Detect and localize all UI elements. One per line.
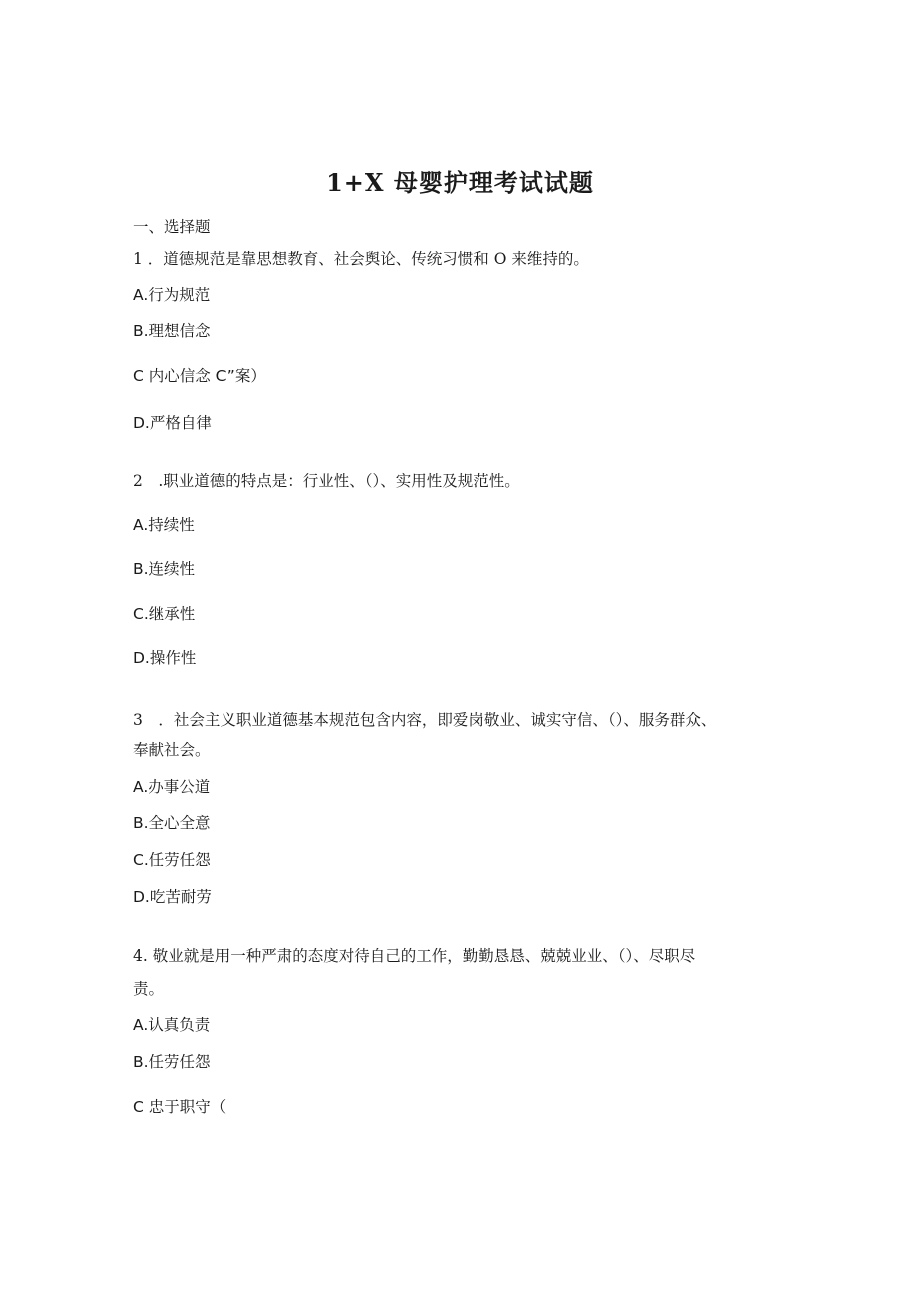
question-4-option-a: A.认真负责: [133, 1016, 211, 1034]
question-1-stem: 1 ．道德规范是靠思想教育、社会舆论、传统习惯和 O 来维持的。: [133, 250, 589, 268]
question-3-option-c: C.任劳任怨: [133, 851, 211, 869]
document-title: 1+X 母婴护理考试试题: [326, 168, 594, 197]
question-3-option-d: D.吃苦耐劳: [133, 888, 212, 906]
question-2-option-d: D.操作性: [133, 649, 197, 667]
question-4-option-c: C 忠于职守（: [133, 1098, 227, 1116]
question-1-option-b: B.理想信念: [133, 322, 211, 340]
question-3-option-b: B.全心全意: [133, 814, 211, 832]
question-1-option-d: D.严格自律: [133, 414, 212, 432]
question-3-option-a: A.办事公道: [133, 778, 211, 796]
question-1-option-c: C 内心信念 C”案）: [133, 367, 266, 385]
question-2-option-c: C.继承性: [133, 605, 196, 623]
question-4-stem-line-1: 4. 敬业就是用一种严肃的态度对待自己的工作，勤勤恳恳、兢兢业业、（）、尽职尽: [133, 947, 696, 965]
section-heading: 一、选择题: [133, 218, 211, 236]
question-4-option-b: B.任劳任怨: [133, 1053, 211, 1071]
question-2-option-a: A.持续性: [133, 516, 195, 534]
question-3-stem-line-2: 奉献社会。: [133, 741, 211, 759]
question-2-stem: 2 .职业道德的特点是：行业性、（）、实用性及规范性。: [133, 472, 520, 490]
question-1-option-a: A.行为规范: [133, 286, 211, 304]
question-2-option-b: B.连续性: [133, 560, 196, 578]
question-4-stem-line-2: 责。: [133, 980, 165, 998]
question-3-stem-line-1: 3 ．社会主义职业道德基本规范包含内容，即爱岗敬业、诚实守信、（）、服务群众、: [133, 711, 717, 729]
